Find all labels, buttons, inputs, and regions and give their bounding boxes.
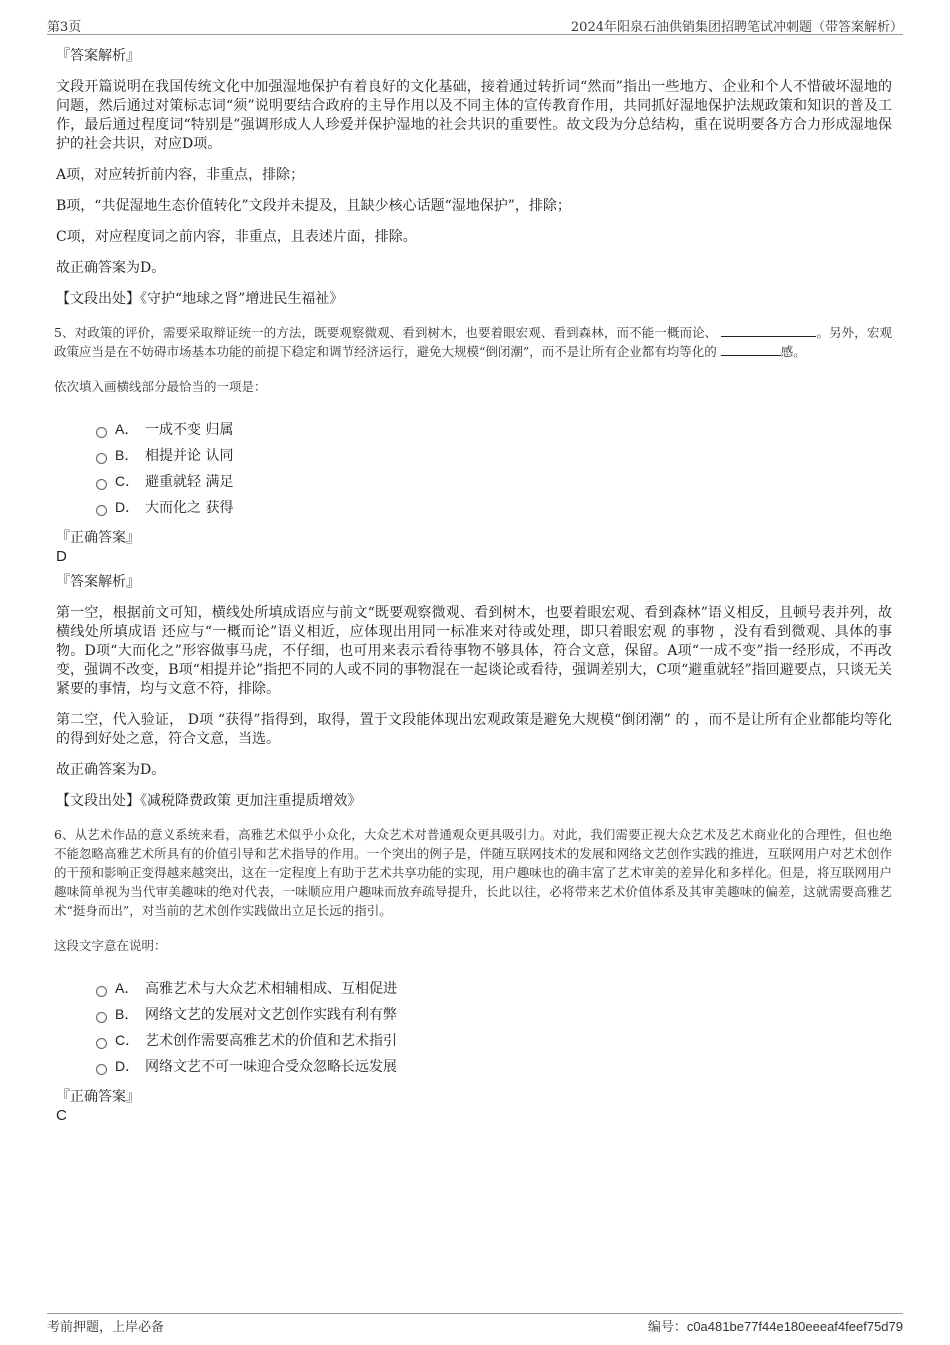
q4-analysis-para: C项，对应程度词之前内容，非重点，且表述片面，排除。 xyxy=(56,229,417,245)
radio-button-icon[interactable] xyxy=(96,505,107,516)
option-text: 相提并论 认同 xyxy=(145,448,234,464)
radio-button-icon[interactable] xyxy=(96,427,107,438)
q6-stem: 6、从艺术作品的意义系统来看，高雅艺术似乎小众化，大众艺术对普通观众更具吸引力。对此，我们需要正视大众艺术及艺术商业化的合理性，但也绝不能忽略高雅艺术所具有的价值引导和艺术指导的作用。一个突出的例子是，伴随互联网技术的发展和网络文艺创作实践的推进，互联网用户对艺术创作的干预和影响正变得越来越突出，这在一定程度上有助于艺术共享功能的实现，用户趣味也的确丰富了艺术审美的差异化和多样化。但是，将互联网用户趣味简单视为当代审美趣味的绝对代表，一味顺应用户趣味而放弃疏导提升，长此以往，必将带来艺术价值体系及其审美趣味的偏差，这就需要高雅艺术“挺身而出”，对当前的艺术创作实践做出立足长远的指引。 xyxy=(54,827,892,918)
q6-answer: C xyxy=(56,1107,67,1124)
option-letter: D． xyxy=(115,499,140,515)
option-text: 艺术创作需要高雅艺术的价值和艺术指引 xyxy=(145,1033,397,1049)
radio-button-icon[interactable] xyxy=(96,1012,107,1023)
document-body xyxy=(56,40,892,1131)
q4-source-label: 【文段出处】 xyxy=(56,291,140,307)
q5-stem xyxy=(54,323,892,361)
document-title: 2024年阳泉石油供销集团招聘笔试冲刺题（带答案解析） xyxy=(570,20,903,35)
q4-source xyxy=(56,290,892,309)
q5-source-text: 《减税降费政策 更加注重提质增效》 xyxy=(140,793,362,809)
q6-answer-label: 『正确答案』 xyxy=(56,1089,140,1105)
q4-analysis-para: 故正确答案为D。 xyxy=(56,260,166,276)
q5-stem-part2: 。另外，宏观政策应当是在不妨碍市场基本功能的前提下稳定和调节经济运行，避免大规模“倒闭潮”，而不是让所有企业都有均等化的 xyxy=(54,325,892,359)
q5-option-c[interactable] xyxy=(96,468,892,494)
q6-option-a[interactable] xyxy=(96,975,892,1001)
option-letter: C． xyxy=(115,1032,140,1048)
page-header xyxy=(47,14,903,35)
q5-analysis-para: 第二空，代入验证， D项 “获得”指得到，取得，置于文段能体现出宏观政策是避免大规模“倒闭潮” 的 ，而不是让所有企业都能均等化的得到好处之意，符合文意，当选。 xyxy=(56,712,892,747)
option-letter: A． xyxy=(115,980,139,996)
q5-option-a[interactable] xyxy=(96,416,892,442)
option-text: 网络文艺的发展对文艺创作实践有利有弊 xyxy=(145,1007,397,1023)
option-text: 避重就轻 满足 xyxy=(145,474,234,490)
q5-blank-2 xyxy=(721,343,781,356)
q6-option-d[interactable] xyxy=(96,1053,892,1079)
radio-button-icon[interactable] xyxy=(96,1064,107,1075)
radio-button-icon[interactable] xyxy=(96,986,107,997)
q5-source xyxy=(56,792,892,811)
q4-analysis-para: 文段开篇说明在我国传统文化中加强湿地保护有着良好的文化基础，接着通过转折词“然而”指出一些地方、企业和个人不惜破坏湿地的问题，然后通过对策标志词“须”说明要结合政府的主导作用以及不同主体的宣传教育作用，共同抓好湿地保护法规政策和知识的普及工作，最后通过程度词“特别是”强调形成人人珍爱并保护湿地的社会共识的重要性。故文段为分总结构，重在说明要各方合力形成湿地保护的社会共识，对应D项。 xyxy=(56,79,892,152)
q6-prompt: 这段文字意在说明： xyxy=(54,938,167,953)
q4-source-text: 《守护“地球之肾”增进民生福祉》 xyxy=(140,291,344,307)
document-code-label: 编号： xyxy=(647,1320,687,1335)
option-text: 网络文艺不可一味迎合受众忽略长远发展 xyxy=(145,1059,397,1075)
q5-analysis-label: 『答案解析』 xyxy=(56,574,140,590)
radio-button-icon[interactable] xyxy=(96,1038,107,1049)
q4-analysis-para: B项，“共促湿地生态价值转化”文段并未提及，且缺少核心话题“湿地保护”，排除； xyxy=(56,198,571,214)
q5-analysis-para: 故正确答案为D。 xyxy=(56,762,166,778)
q5-answer-label: 『正确答案』 xyxy=(56,530,140,546)
q5-source-label: 【文段出处】 xyxy=(56,793,140,809)
q5-option-b[interactable] xyxy=(96,442,892,468)
q4-analysis-label: 『答案解析』 xyxy=(56,48,140,64)
q5-blank-1 xyxy=(721,324,816,337)
q6-options xyxy=(96,975,892,1079)
q5-option-d[interactable] xyxy=(96,494,892,520)
option-text: 高雅艺术与大众艺术相辅相成、互相促进 xyxy=(145,981,397,997)
option-text: 一成不变 归属 xyxy=(145,422,234,438)
q5-answer: D xyxy=(56,548,67,565)
option-letter: B． xyxy=(115,447,139,463)
document-code-value: c0a481be77f44e180eeeaf4feef75d79 xyxy=(686,1319,903,1334)
q5-stem-part1: 5、对政策的评价，需要采取辩证统一的方法，既要观察微观、看到树木，也要着眼宏观、看到森林，而不能一概而论、 xyxy=(54,325,718,340)
q5-options xyxy=(96,416,892,520)
q6-option-c[interactable] xyxy=(96,1027,892,1053)
option-letter: A． xyxy=(115,421,139,437)
footer-slogan: 考前押题，上岸必备 xyxy=(47,1320,165,1335)
q6-option-b[interactable] xyxy=(96,1001,892,1027)
document-code xyxy=(648,1316,903,1335)
q5-stem-part3: 感。 xyxy=(780,344,806,359)
option-letter: B． xyxy=(115,1006,139,1022)
radio-button-icon[interactable] xyxy=(96,453,107,464)
q5-prompt: 依次填入画横线部分最恰当的一项是： xyxy=(54,379,267,394)
page-footer xyxy=(47,1313,903,1334)
option-letter: D． xyxy=(115,1058,140,1074)
radio-button-icon[interactable] xyxy=(96,479,107,490)
option-text: 大而化之 获得 xyxy=(145,500,234,516)
page-number: 第3页 xyxy=(47,20,82,35)
q5-analysis-para: 第一空，根据前文可知，横线处所填成语应与前文“既要观察微观、看到树木，也要着眼宏观、看到森林”语义相反，且顿号表并列，故 横线处所填成语 还应与“一概而论”语义相近，应体现出用同一标准来对待或处理，即只着眼宏观 的事物 ，没有看到微观、具体的事物。D项“大而化之”形容做事马虎，不仔细，也可用来表示看待事物不够具体，符合文意，保留。A项“一成不变”指一经形成，不再改变，强调不改变，B项“相提并论”指把不同的人或不同的事物混在一起谈论或看待，强调差别大，C项“避重就轻”指回避要点，只谈无关紧要的事情，均与文意不符，排除。 xyxy=(56,605,892,697)
q4-analysis-para: A项，对应转折前内容，非重点，排除； xyxy=(56,167,305,183)
option-letter: C． xyxy=(115,473,140,489)
